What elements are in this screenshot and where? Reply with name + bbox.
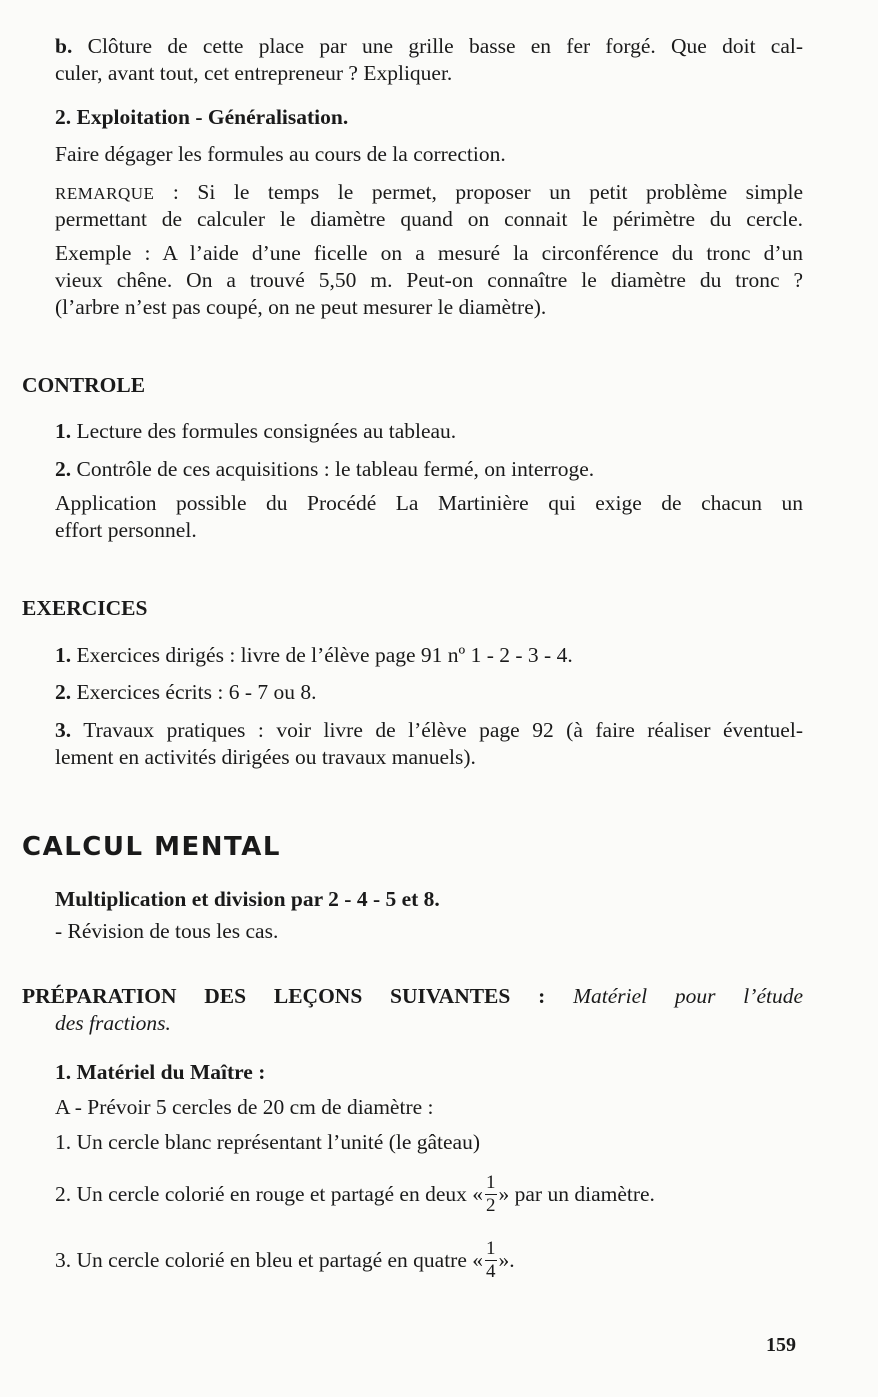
item-number: 1. xyxy=(55,643,72,667)
text: : Si le temps le permet, proposer un petit problème simple xyxy=(154,180,803,204)
fraction-one-quarter xyxy=(485,1238,497,1283)
item-number: 2. xyxy=(55,1182,72,1206)
materiel-a-line xyxy=(55,1094,803,1121)
text: Un cercle colorié en rouge et partagé en deux « xyxy=(76,1182,484,1206)
materiel-item-3 xyxy=(55,1236,803,1285)
item-number: 3. xyxy=(55,1248,72,1272)
item-number: 2. xyxy=(55,457,72,481)
text: Exercices écrits : 6 - 7 ou 8. xyxy=(76,680,317,704)
text: Un cercle blanc représentant l’unité (le gâteau) xyxy=(76,1130,481,1154)
materiel-title: 1. Matériel du Maître : xyxy=(55,1060,266,1084)
fraction-one-half xyxy=(485,1172,497,1217)
controle-item-1 xyxy=(55,418,803,445)
item-number: b. xyxy=(55,34,73,58)
remarque-line-1 xyxy=(55,179,803,207)
exercices-item-3-cont: lement en activités dirigées ou travaux manuels). xyxy=(55,745,476,769)
exercices-item-2 xyxy=(55,679,803,706)
materiel-item-1 xyxy=(55,1129,803,1156)
item-number: 3. xyxy=(55,718,72,742)
exercices-item-3 xyxy=(55,717,803,744)
materiel-item-2 xyxy=(55,1170,803,1219)
exemple-line-1: Exemple : A l’aide d’une ficelle on a mesuré la circonférence du tronc d’un xyxy=(55,241,803,265)
text: Un cercle colorié en bleu et partagé en quatre « xyxy=(76,1248,483,1272)
text: Clôture de cette place par une grille basse en fer forgé. Que doit cal- xyxy=(87,34,804,58)
text: ». xyxy=(498,1248,515,1272)
numerator: 1 xyxy=(486,1237,496,1259)
remarque-line-2: permettant de calculer le diamètre quand on connait le périmètre du cercle. xyxy=(55,207,803,231)
text: Lecture des formules consignées au tableau. xyxy=(76,419,457,443)
calcul-mental-title: CALCUL MENTAL xyxy=(22,832,281,862)
numerator: 1 xyxy=(486,1171,496,1193)
item-number: 1. xyxy=(55,1130,72,1154)
exercices-title: EXERCICES xyxy=(22,596,148,620)
denominator: 4 xyxy=(486,1260,496,1282)
calcul-mental-subtitle: Multiplication et division par 2 - 4 - 5 et 8. xyxy=(55,887,440,911)
text: Exercices dirigés : livre de l’élève page 91 nº 1 - 2 - 3 - 4. xyxy=(76,643,573,667)
application-line-1: Application possible du Procédé La Martinière qui exige de chacun un xyxy=(55,491,803,515)
text: » par un diamètre. xyxy=(498,1182,655,1206)
exercices-item-1 xyxy=(55,642,803,669)
label: A - xyxy=(55,1095,82,1119)
preparation-title: PRÉPARATION DES LEÇONS SUIVANTES : xyxy=(22,984,546,1008)
section-b-line-1 xyxy=(55,33,803,60)
exploitation-title: 2. Exploitation - Généralisation. xyxy=(55,105,349,129)
section-b-line-2: culer, avant tout, cet entrepreneur ? Expliquer. xyxy=(55,61,453,85)
preparation-subject-cont: des fractions. xyxy=(55,1011,171,1035)
item-number: 1. xyxy=(55,419,72,443)
exemple-line-3: (l’arbre n’est pas coupé, on ne peut mesurer le diamètre). xyxy=(55,295,547,319)
controle-item-2 xyxy=(55,456,803,483)
text: Prévoir 5 cercles de 20 cm de diamètre : xyxy=(87,1095,434,1119)
controle-title: CONTROLE xyxy=(22,373,146,397)
remarque-label: REMARQUE xyxy=(55,184,155,203)
text: Travaux pratiques : voir livre de l’élève page 92 (à faire réaliser éventuel- xyxy=(83,718,803,742)
page-number: 159 xyxy=(766,1334,796,1356)
preparation-subject: Matériel pour l’étude xyxy=(573,984,803,1008)
application-line-2: effort personnel. xyxy=(55,518,197,542)
exemple-line-2: vieux chêne. On a trouvé 5,50 m. Peut-on connaître le diamètre du tronc ? xyxy=(55,268,803,292)
exploitation-text: Faire dégager les formules au cours de la correction. xyxy=(55,142,506,166)
calcul-mental-text: - Révision de tous les cas. xyxy=(55,919,279,943)
denominator: 2 xyxy=(486,1194,496,1216)
item-number: 2. xyxy=(55,680,72,704)
text: Contrôle de ces acquisitions : le tableau fermé, on interroge. xyxy=(76,457,595,481)
preparation-title-line xyxy=(22,983,803,1010)
